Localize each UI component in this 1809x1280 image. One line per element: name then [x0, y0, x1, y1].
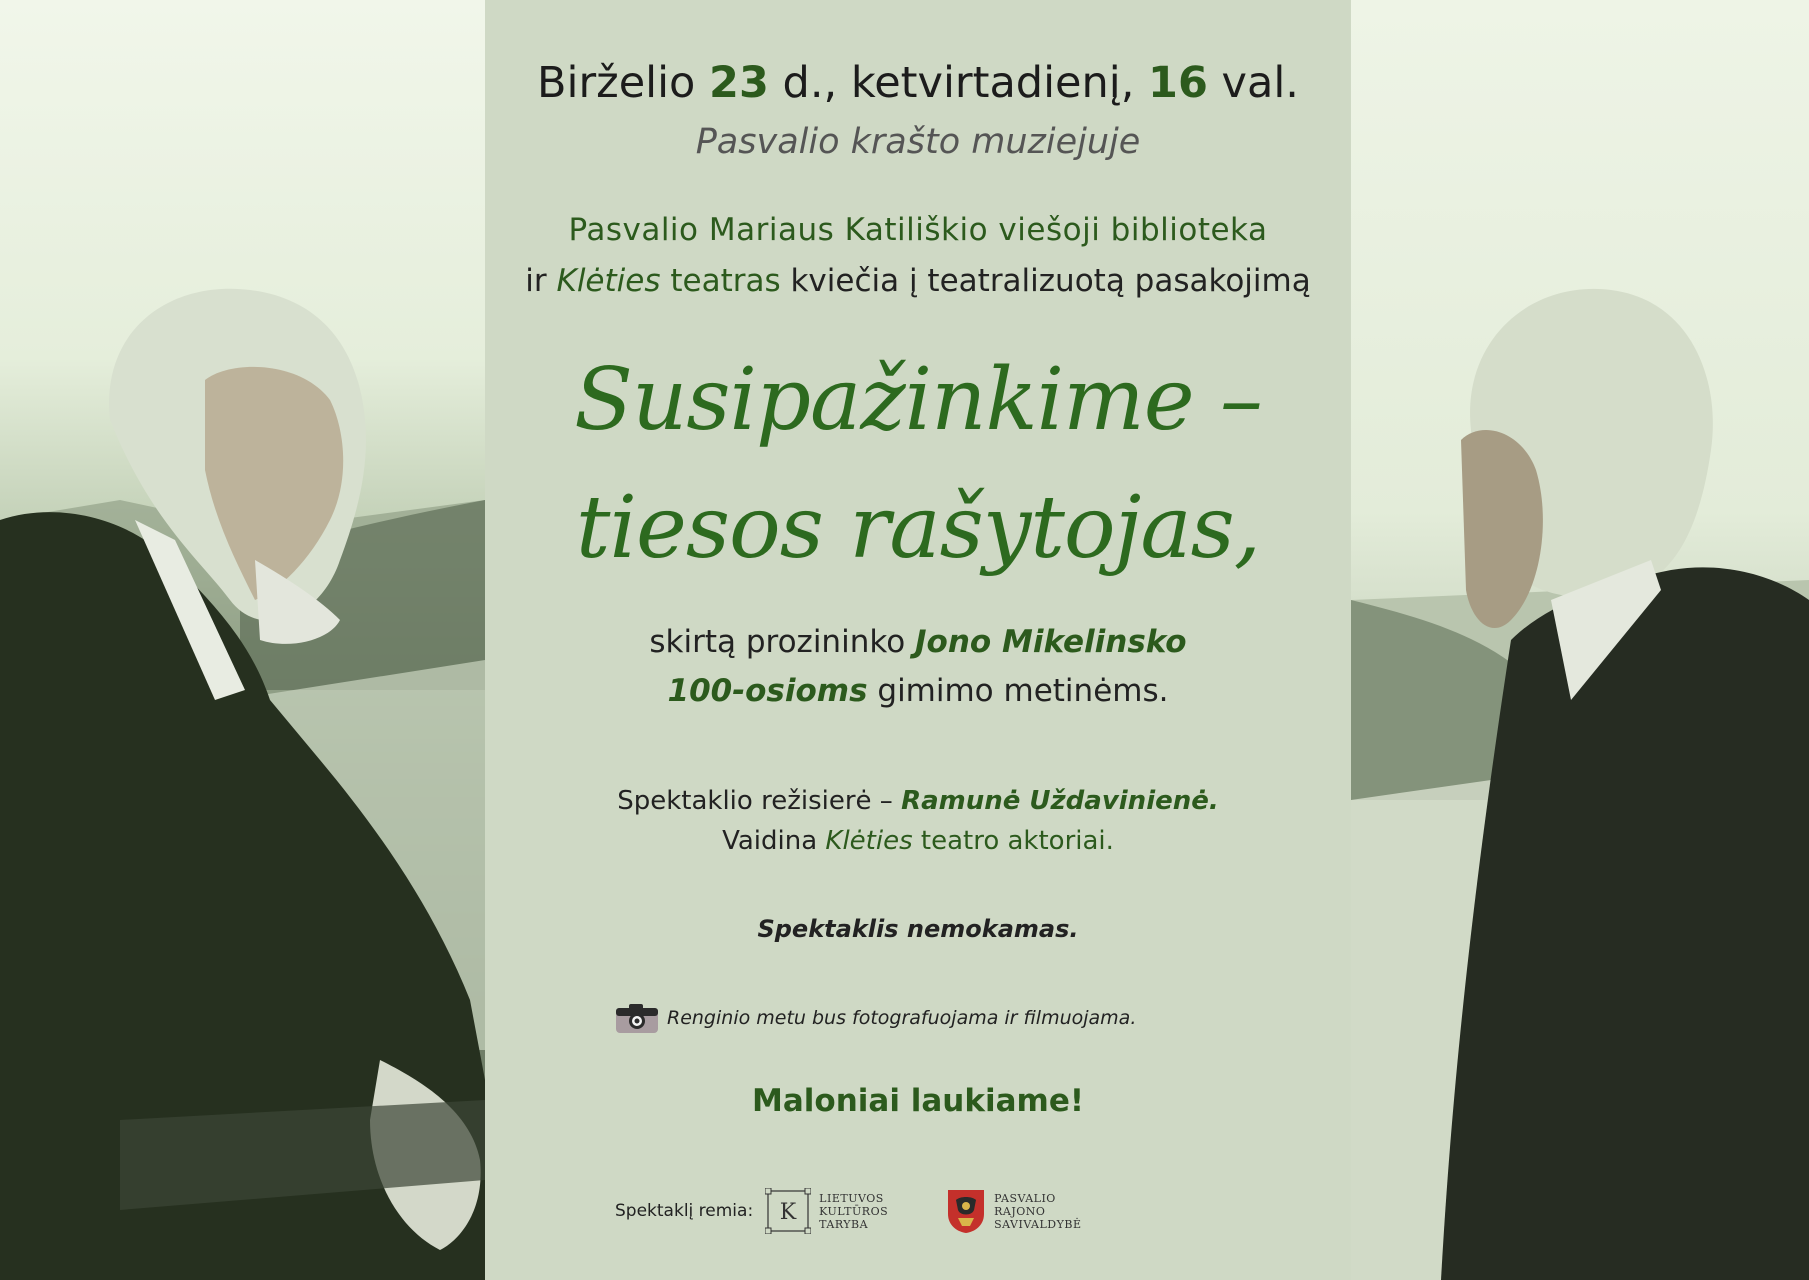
photography-notice-text: Renginio metu bus fotografuojama ir filmuojama. — [667, 1007, 1137, 1029]
council-name-line-3: TARYBA — [819, 1217, 869, 1231]
free-entry-note: Spektaklis nemokamas. — [757, 915, 1079, 943]
municipality-crest — [946, 1188, 986, 1234]
camera-icon — [615, 1002, 659, 1034]
municipality-name — [994, 1192, 1081, 1231]
culture-council-logo — [765, 1188, 888, 1234]
date-day: 23 — [709, 58, 769, 108]
anniversary-number: 100-osioms — [667, 673, 868, 709]
director-name: Ramunė Uždavinienė. — [901, 786, 1219, 816]
council-letter: K — [779, 1200, 797, 1225]
cast-suffix: teatro aktoriai. — [912, 826, 1114, 856]
performance-title-line-1: Susipažinkime – — [574, 350, 1262, 450]
council-name-line-1: LIETUVOS — [819, 1191, 884, 1205]
date-weekday: d., ketvirtadienį, — [768, 58, 1149, 108]
dedication-line-2 — [485, 673, 1351, 709]
dedication-prefix: skirtą prozininko — [649, 624, 916, 660]
cast-credit — [485, 826, 1351, 856]
date-suffix: val. — [1207, 58, 1299, 108]
right-portrait-photo — [1351, 0, 1809, 1280]
council-name-line-2: KULTŪROS — [819, 1204, 889, 1218]
director-credit — [485, 786, 1351, 816]
event-venue: Pasvalio krašto muziejuje — [695, 122, 1141, 162]
municipality-logo — [946, 1188, 1081, 1234]
invitation-prefix: ir — [525, 263, 557, 299]
director-label: Spektaklio režisierė – — [617, 786, 902, 816]
theatre-word: teatras — [660, 263, 781, 299]
culture-council-mark — [765, 1188, 811, 1234]
culture-council-name — [819, 1192, 888, 1231]
event-date — [485, 58, 1351, 108]
municipality-name-line-2: RAJONO — [994, 1204, 1046, 1218]
cast-theatre-italic: Klėties — [825, 826, 913, 856]
photography-notice — [615, 1002, 1136, 1034]
municipality-name-line-3: SAVIVALDYBĖ — [994, 1217, 1082, 1231]
dedication-suffix: gimimo metinėms. — [867, 673, 1169, 709]
sponsors-label: Spektaklį remia: — [615, 1201, 754, 1221]
date-prefix: Birželio — [537, 58, 710, 108]
writer-name: Jono Mikelinsko — [915, 624, 1187, 660]
dedication-line-1 — [485, 624, 1351, 660]
performance-title-line-2: tiesos rašytojas, — [575, 478, 1261, 578]
cast-prefix: Vaidina — [722, 826, 826, 856]
organizer-library: Pasvalio Mariaus Katiliškio viešoji biblioteka — [568, 212, 1268, 248]
left-portrait-photo — [0, 0, 485, 1280]
welcome-message: Maloniai laukiame! — [752, 1083, 1084, 1119]
date-hour: 16 — [1148, 58, 1208, 108]
municipality-name-line-1: PASVALIO — [994, 1191, 1056, 1205]
sponsors-row — [615, 1188, 1082, 1234]
invitation-line — [485, 263, 1351, 299]
theatre-name-italic: Klėties — [556, 263, 661, 299]
event-info-panel — [485, 0, 1351, 1280]
invitation-text: kviečia į teatralizuotą pasakojimą — [780, 263, 1311, 299]
